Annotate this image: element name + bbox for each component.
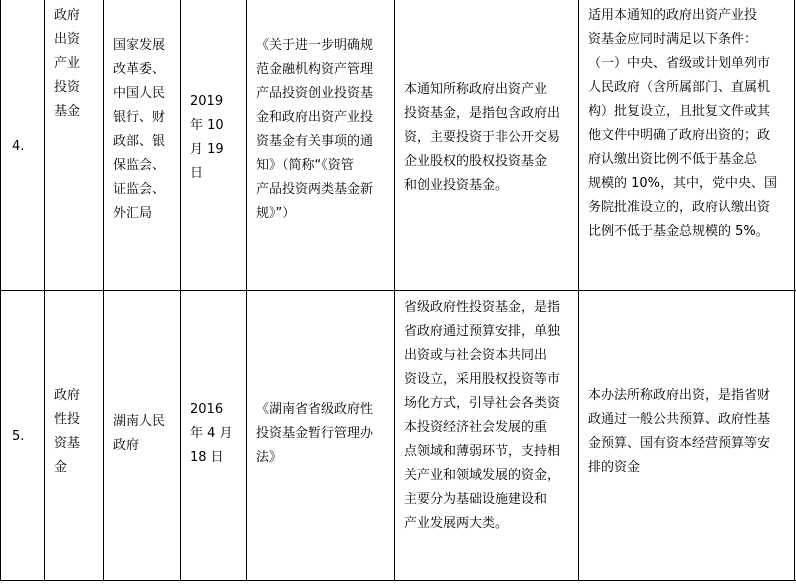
column-divider bbox=[103, 0, 104, 581]
conditions-cell: 适用本通知的政府出资产业投 资基金应同时满足以下条件： （一）中央、省级或计划单列市 人民政府（含所属部门、直属机 构）批复设立，且批复文件或其 他文件中明确了政府出资的；政 府认缴出资比例不低于基金总 规模的 10%，其中，党中央、国 务院批准设立的，政府认缴出资 比例不低于基金总规模的 5%。 bbox=[588, 8, 778, 239]
document-cell: 《湖南省省级政府性 投资基金暂行管理办 法》 bbox=[256, 402, 374, 465]
column-divider bbox=[578, 0, 579, 581]
fund-type-cell: 政府 性投 资基 金 bbox=[54, 388, 81, 475]
column-divider bbox=[394, 0, 395, 581]
table-bottom-border bbox=[0, 580, 796, 581]
column-divider bbox=[794, 0, 795, 581]
row-divider bbox=[0, 290, 796, 291]
row-number: 4. bbox=[12, 139, 25, 154]
column-divider bbox=[0, 0, 1, 581]
definition-cell: 本通知所称政府出资产业 投资基金，是指包含政府出 资，主要投资于非公开交易 企业股权的股权投资基金 和创业投资基金。 bbox=[404, 82, 561, 193]
conditions-cell: 本办法所称政府出资，是指省财 政通过一般公共预算、政府性基 金预算、国有资本经营预算等安 排的资金 bbox=[588, 388, 771, 475]
column-divider bbox=[44, 0, 45, 581]
fund-type-cell: 政府 出资 产业 投资 基金 bbox=[54, 8, 81, 119]
document-cell: 《关于进一步明确规 范金融机构资产管理 产品投资创业投资基 金和政府出资产业投 资基金有关事项的通 知》（简称“《资管 产品投资两类基金新 规》”） bbox=[256, 38, 374, 221]
issuer-cell: 湖南人民 政府 bbox=[113, 414, 166, 453]
date-cell: 2019 年 10 月 19 日 bbox=[190, 94, 224, 181]
issuer-cell: 国家发展 改革委、 中国人民 银行、财 政部、银 保监会、 证监会、 外汇局 bbox=[113, 38, 166, 221]
column-divider bbox=[246, 0, 247, 581]
column-divider bbox=[180, 0, 181, 581]
date-cell: 2016 年 4 月 18 日 bbox=[190, 402, 233, 465]
definition-cell: 省级政府性投资基金，是指 省政府通过预算安排，单独 出资或与社会资本共同出 资设立，采用股权投资等市 场化方式，引导社会各类资 本投资经济社会发展的重 点领域和薄弱环节，支持相 关产业和领域发展的资金， 主要分为基础设施建设和 产业发展两大类。 bbox=[404, 300, 561, 531]
row-number: 5. bbox=[12, 429, 25, 444]
